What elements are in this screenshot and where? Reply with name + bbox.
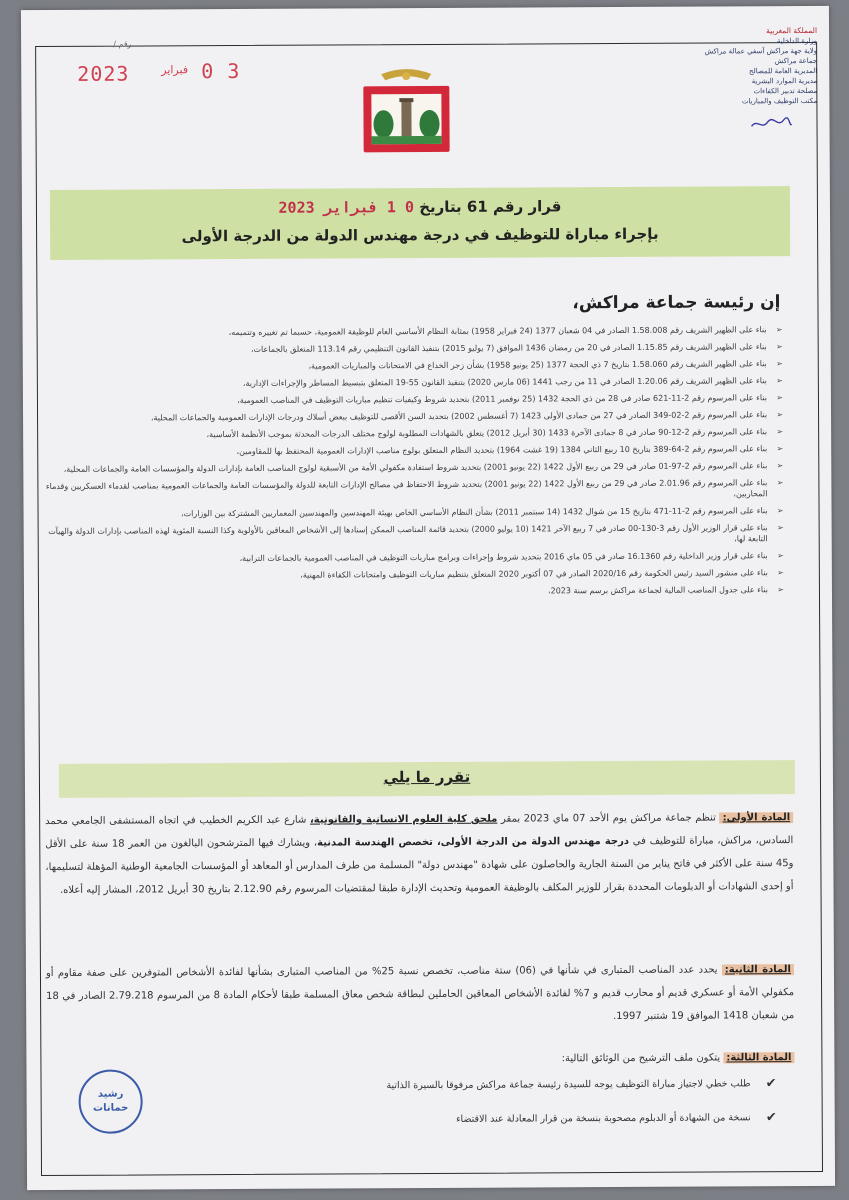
bullet-arrow-icon: ➢: [775, 342, 783, 352]
legal-basis-item: [45, 477, 785, 503]
admin-header: [697, 26, 817, 107]
article-3-intro: [46, 1046, 794, 1073]
article-1: [45, 806, 793, 902]
issuer-line: إن رئيسة جماعة مراكش،: [572, 292, 781, 314]
reference-number: رقم / ...: [103, 39, 132, 49]
section-title: تقرر ما يلي: [383, 767, 471, 787]
article-2-text: يحدد عدد المناصب المتبارى في شأنها في (06) ستة مناصب، تخصص نسبة 25% من المناصب المتبارى بشأنها لفائدة الأشخاص المتوفرين على صفة مقاوم أو مكفولي الأمة أو عسكري قديم أو محارب قديم و 7% لفائدة الأشخاص المعاقين الحاملين لبطاقة شخص معاق المسلمة طبقا لأحكام المادة 8 من المرسوم 2.79.218 الصادر في 18 من شعبان 1418 الموافق 19 شتنبر 1997.: [45, 964, 795, 1023]
article-2-label: المادة الثانية:: [722, 964, 794, 975]
required-document-item: [127, 1074, 777, 1097]
article-1-grade: درجة مهندس الدولة من الدرجة الأولى، تخصص الهندسة المدنية: [317, 835, 630, 849]
legal-basis-item: [46, 550, 786, 565]
legal-basis-item: [46, 522, 786, 548]
bullet-arrow-icon: ➢: [776, 506, 784, 516]
legal-basis-item: [45, 426, 785, 441]
admin-line: مكتب التوظيف والمباريات: [741, 96, 818, 106]
decision-heading: [50, 196, 790, 218]
required-documents-list: [127, 1074, 777, 1145]
bullet-arrow-icon: ➢: [776, 478, 784, 488]
article-1-label: المادة الأولى:: [720, 812, 794, 823]
required-document-item: [127, 1108, 777, 1131]
received-date-stamp: [77, 58, 247, 90]
clause-text: بناء على الظهير الشريف رقم 1.20.06 الصادر في 11 من رجب 1441 (06 مارس 2020) بتنفيذ القانون 55-19 المتعلق بتبسيط المساطر والإجراءات الإدارية،: [242, 376, 767, 388]
article-1-text-c: ، ويشارك فيها المترشحون البالغون من العمر 18 سنة على الأقل و45 سنة على الأكثر في فاتح يناير من السنة الجارية والحاصلون على شهادة "مهندس دولة" المسلمة من طرف المدارس أو المعاهد أو المؤسسات الجامعية الوطنية المؤهلة لتسليمها، أو إحدى الشهادات أو الدبلومات المحددة بقرار للوزير المكلف بالوظيفة العمومية وتحديث الإدارة طبقا لمقتضيات المرسوم رقم 2.12.90 بتاريخ 30 أبريل 2012، المشار إليه أعلاه.: [45, 837, 794, 896]
article-3-label: المادة الثالثة:: [723, 1052, 794, 1063]
legal-basis-item: [45, 358, 785, 373]
checkmark-icon: ✔: [765, 1076, 777, 1092]
legal-basis-list: [45, 324, 786, 605]
clause-text: بناء على المرسوم رقم 2-11-471 بتاريخ 15 من شوال 1432 (14 سبتمبر 2011) بشأن النظام الأساسي الخاص بهيئة المهندسين والمهندسين المعماريين المشتركة بين الوزارات،: [180, 506, 768, 519]
stamp-name-line-2: حمانات: [93, 1102, 129, 1114]
admin-line: مصلحة تدبير الكفاءات: [753, 86, 818, 96]
clause-text: بناء على جدول المناصب المالية لجماعة مراكش برسم سنة 2023،: [547, 585, 768, 596]
decision-date-stamp: 0 1 فبراير 2023: [278, 198, 415, 217]
stamp-day: 0 3: [201, 58, 241, 84]
clause-text: بناء على المرسوم رقم 2.01.96 صادر في 29 من ربيع الأول 1422 (22 يونيو 2001) بتحديد شروط الاحتفاظ في مصالح الإدارات التابعة للدولة والمؤسسات العامة والجماعات العمومية بمناصب لقدماء العسكريين وقدماء المحاربين،: [45, 478, 768, 499]
article-1-text-a: تنظم جماعة مراكش يوم الأحد 07 ماي 2023 بمقر: [500, 812, 716, 825]
initials-signature: [749, 116, 793, 132]
clause-text: بناء على المرسوم رقم 2-02-349 الصادر في 27 من جمادى الأولى 1423 (7 أغسطس 2002) بتحديد السن الأقصى للتوظيف ببعض أسلاك ودرجات الإدارات العمومية والجماعات المحلية،: [150, 410, 768, 423]
clause-text: بناء على قرار وزير الداخلية رقم 16.1360 صادر في 05 ماي 2016 بتحديد شروط وإجراءات وبرامج مباريات التوظيف في المناصب العمومية بالجماعات الترابية،: [239, 551, 768, 563]
bullet-arrow-icon: ➢: [775, 325, 783, 335]
admin-line: ولاية جهة مراكش آسفي عمالة مراكش: [704, 46, 818, 56]
bullet-arrow-icon: ➢: [776, 427, 784, 437]
article-1-venue: ملحق كلية العلوم الانسانية والقانونية،: [309, 813, 498, 826]
document-page: [21, 6, 835, 1190]
marrakech-crest-logo: [341, 64, 472, 161]
bullet-arrow-icon: ➢: [776, 410, 784, 420]
bullet-arrow-icon: ➢: [776, 376, 783, 386]
legal-basis-item: [46, 567, 786, 582]
legal-basis-item: [45, 443, 785, 458]
checkmark-icon: ✔: [765, 1110, 777, 1126]
stamp-month: فبراير: [161, 63, 189, 77]
admin-line: وزارة الداخلية: [776, 36, 818, 46]
document-text: نسخة من الشهادة أو الدبلوم مصحوبة بنسخة من قرار المعادلة عند الاقتضاء: [456, 1112, 751, 1125]
decision-prefix: قرار رقم: [492, 197, 562, 216]
clause-text: بناء على منشور السيد رئيس الحكومة رقم 2020/16 الصادر في 07 أكتوبر 2020 المتعلق بتنظيم مباريات التوظيف وامتحانات الكفاءة المهنية،: [300, 568, 768, 580]
stamp-year: 2023: [77, 61, 130, 86]
document-text: طلب خطي لاجتياز مباراة التوظيف يوجه للسيدة رئيسة جماعة مراكش مرفوقا بالسيرة الذاتية: [386, 1078, 751, 1092]
decision-number: 61: [466, 197, 488, 216]
bullet-arrow-icon: ➢: [776, 444, 784, 454]
article-3-text: يتكون ملف الترشيح من الوثائق التالية:: [561, 1052, 721, 1065]
legal-basis-item: [46, 584, 786, 599]
legal-basis-item: [45, 375, 785, 390]
clause-text: بناء على المرسوم رقم 2-64-389 بتاريخ 10 ربيع الثاني 1384 (19 غشت 1964) بتحديد النظام المتعلق بولوج مناصب الإدارات العمومية المحتفظ بها للمقاومين،: [236, 444, 768, 457]
admin-line: المديرية العامة للمصالح: [749, 66, 818, 76]
legal-basis-item: [45, 341, 785, 356]
bullet-arrow-icon: ➢: [776, 523, 784, 533]
clause-text: بناء على المرسوم رقم 2-12-90 صادر في 8 جمادى الآخرة 1433 (30 أبريل 2012) يتعلق بالشهادات المطلوبة لولوج مختلف الدرجات المحدثة بموجب الأنظمة الأساسية،: [206, 427, 768, 440]
admin-line: جماعة مراكش: [774, 56, 818, 66]
stamp-name-line-1: رشيد: [97, 1088, 124, 1100]
clause-text: بناء على المرسوم رقم 2-11-621 صادر في 28 من ذي الحجة 1432 (25 نوفمبر 2011) بتحديد شروط وكيفيات تنظيم مباريات التوظيف في المناصب العمومية،: [237, 393, 767, 405]
clause-text: بناء على الظهير الشريف رقم 1.58.008 الصادر في 04 شعبان 1377 (24 فبراير 1958) بمثابة النظام الأساسي العام للوظيفة العمومية، حسبما تم تغييره وتتميمه،: [228, 325, 767, 338]
bullet-arrow-icon: ➢: [777, 568, 784, 578]
clause-text: بناء على الظهير الشريف رقم 1.58.060 بتاريخ 7 ذي الحجة 1377 (25 يونيو 1958) بشأن زجر الخداع في الامتحانات والمباريات العمومية،: [308, 359, 767, 371]
clause-text: بناء على الظهير الشريف رقم 1.15.85 الصادر في 20 من رمضان 1436 الموافق (7 يوليو 2015) بتنفيذ القانون التنظيمي رقم 113.14 المتعلق بالجماعات،: [250, 342, 767, 354]
decision-subject: بإجراء مباراة للتوظيف في درجة مهندس الدولة من الدرجة الأولى: [181, 224, 659, 246]
article-1-text-b: شارع عبد الكريم الخطيب في اتجاه المستشفى الجامعي محمد السادس، مراكش، مباراة للتوظيف في: [45, 814, 794, 847]
admin-line: المملكة المغربية: [766, 25, 818, 36]
bullet-arrow-icon: ➢: [776, 461, 784, 471]
article-2: [46, 958, 794, 1031]
bullet-arrow-icon: ➢: [776, 393, 783, 403]
legal-basis-item: [45, 409, 785, 424]
legal-basis-item: [46, 505, 786, 520]
bullet-arrow-icon: ➢: [777, 585, 784, 595]
official-round-stamp: [78, 1070, 142, 1134]
clause-text: بناء على قرار الوزير الأول رقم 3-130-00 صادر في 7 ربيع الآخر 1421 (10 يوليو 2000) بتحديد قائمة المناصب الممكن إسنادها إلى الأشخاص المعاقين بالأولوية وكذا النسبة المئوية لهذه المناصب بإدارات الدولة والهيآت التابعة لها،: [48, 523, 768, 544]
admin-line: مديرية الموارد البشرية: [751, 76, 818, 86]
decision-date-label: بتاريخ: [419, 197, 462, 217]
legal-basis-item: [45, 392, 785, 407]
clause-text: بناء على المرسوم رقم 2-97-01 صادر في 29 من ربيع الأول 1422 (22 يونيو 2001) بتحديد شروط استفادة مكفولي الأمة من الأسبقية لولوج المناصب العامة بإدارات الدولة والمؤسسات العامة والجماعات المحلية،: [63, 461, 768, 474]
legal-basis-item: [45, 460, 785, 475]
bullet-arrow-icon: ➢: [776, 359, 783, 369]
decision-title-box: [50, 186, 790, 260]
bullet-arrow-icon: ➢: [777, 551, 784, 561]
decides-section-bar: [59, 760, 795, 798]
